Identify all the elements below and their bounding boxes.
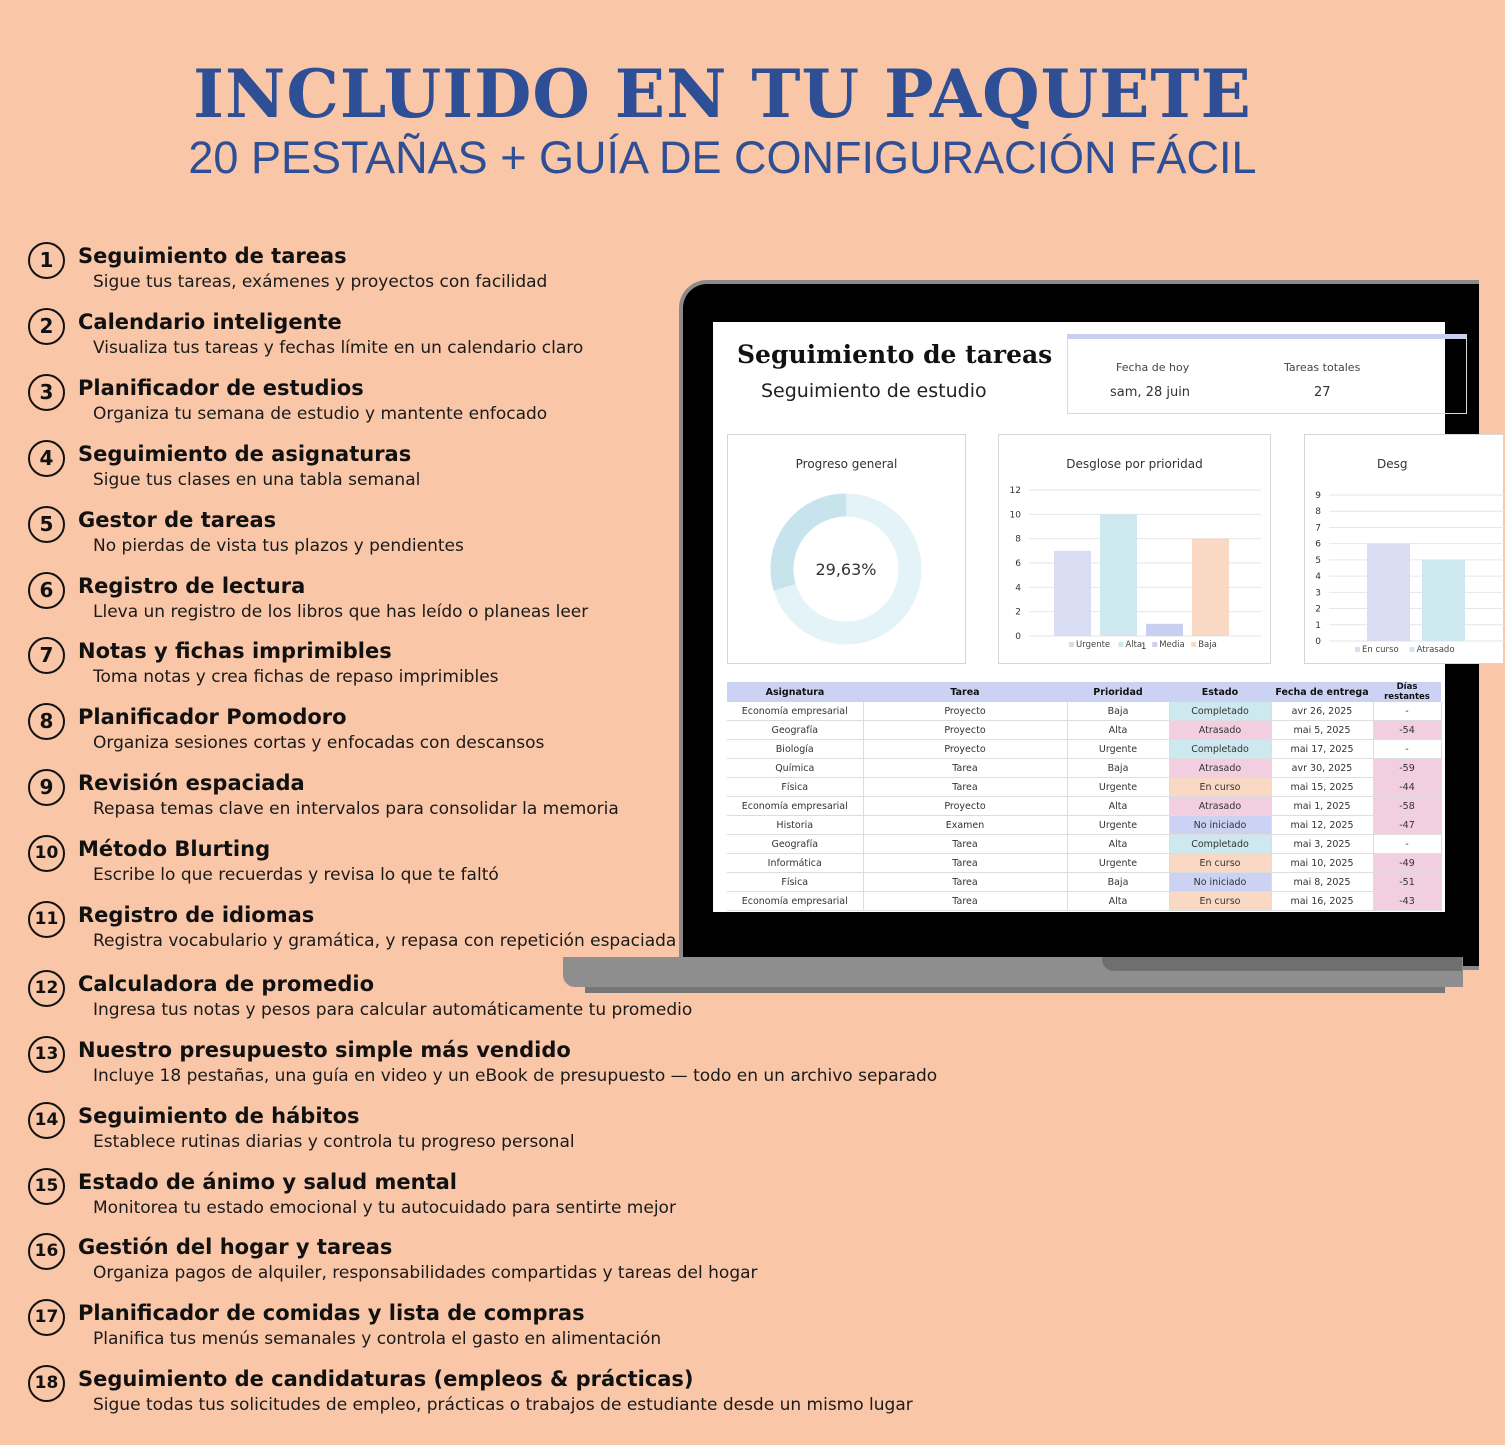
feature-title: Notas y fichas imprimibles [78,639,392,663]
table-cell: - [1373,740,1441,759]
y-tick-label: 4 [1315,572,1321,583]
legend-swatch [1410,647,1415,652]
progress-donut [728,465,965,665]
legend-label: Baja [1198,640,1217,650]
total-value: 27 [1314,385,1331,400]
feature-item [28,1233,1028,1293]
table-cell: Tarea [863,854,1067,873]
table-cell: Economía empresarial [727,702,863,721]
date-label: Fecha de hoy [1116,361,1190,374]
table-cell: Urgente [1067,778,1169,797]
feature-description: Lleva un registro de los libros que has leído o planeas leer [93,602,589,622]
table-cell: mai 16, 2025 [1271,892,1373,911]
legend-swatch [1191,642,1196,647]
feature-description: No pierdas de vista tus plazos y pendientes [93,536,464,556]
feature-number-badge: 16 [28,1233,65,1270]
feature-title: Planificador de comidas y lista de compras [78,1301,585,1325]
table-cell: - [1373,835,1441,854]
progress-title: Progreso general [795,457,898,471]
table-cell: Examen [863,816,1067,835]
task-table [727,682,1442,911]
priority-chart-card [998,434,1271,664]
table-cell: -47 [1373,816,1441,835]
table-row[interactable] [727,892,1441,911]
table-cell: avr 26, 2025 [1271,702,1373,721]
feature-title: Seguimiento de hábitos [78,1104,360,1128]
feature-description: Ingresa tus notas y pesos para calcular automáticamente tu promedio [93,1000,693,1020]
table-cell: Biología [727,740,863,759]
feature-description: Planifica tus menús semanales y controla el gasto en alimentación [93,1329,662,1349]
table-cell: -51 [1373,873,1441,892]
feature-title: Revisión espaciada [78,771,305,795]
y-tick-label: 5 [1315,555,1321,566]
table-cell: Completado [1169,702,1271,721]
feature-description: Establece rutinas diarias y controla tu progreso personal [93,1132,575,1152]
table-row[interactable] [727,835,1441,854]
table-cell: mai 3, 2025 [1271,835,1373,854]
feature-description: Repasa temas clave en intervalos para consolidar la memoria [93,799,619,819]
y-tick-label: 7 [1315,523,1321,534]
table-cell: Alta [1067,721,1169,740]
table-header-row [727,682,1441,702]
feature-title: Planificador Pomodoro [78,705,347,729]
status-chart [1305,465,1505,665]
total-label: Tareas totales [1284,361,1361,374]
feature-title: Nuestro presupuesto simple más vendido [78,1038,571,1062]
feature-number-badge: 10 [28,835,65,872]
status-chart-card [1304,434,1504,664]
feature-title: Planificador de estudios [78,376,364,400]
table-cell: Economía empresarial [727,892,863,911]
table-row[interactable] [727,702,1441,721]
table-cell: - [1373,702,1441,721]
table-cell: -43 [1373,892,1441,911]
feature-title: Método Blurting [78,837,271,861]
feature-item [28,1365,1028,1425]
feature-number-badge: 17 [28,1299,65,1336]
bar-en-curso [1367,544,1410,641]
priority-chart-title: Desglose por prioridad [1066,457,1203,471]
table-cell: Completado [1169,835,1271,854]
feature-description: Organiza pagos de alquiler, responsabilidades compartidas y tareas del hogar [93,1263,758,1283]
feature-description: Toma notas y crea fichas de repaso imprimibles [93,667,499,687]
y-tick-label: 8 [1015,534,1021,545]
table-cell: Urgente [1067,854,1169,873]
table-row[interactable] [727,873,1441,892]
table-cell: Proyecto [863,702,1067,721]
y-tick-label: 9 [1315,491,1321,501]
y-tick-label: 6 [1315,539,1321,550]
feature-number-badge: 15 [28,1168,65,1205]
table-row[interactable] [727,854,1441,873]
spreadsheet-screen [713,322,1455,912]
feature-title: Seguimiento de tareas [78,244,347,268]
table-cell: Física [727,778,863,797]
table-cell: Geografía [727,721,863,740]
y-tick-label: 8 [1315,507,1321,518]
table-cell: Baja [1067,759,1169,778]
legend-swatch [1069,642,1074,647]
feature-item [28,1102,1028,1162]
feature-title: Registro de idiomas [78,903,315,927]
legend-label: En curso [1362,645,1399,655]
feature-title: Gestor de tareas [78,508,277,532]
donut-label: 29,63% [815,560,877,579]
table-cell: Informática [727,854,863,873]
table-cell: Atrasado [1169,759,1271,778]
table-cell: mai 1, 2025 [1271,797,1373,816]
table-cell: En curso [1169,778,1271,797]
table-cell: Completado [1169,740,1271,759]
bar-baja [1192,539,1229,636]
table-cell: Atrasado [1169,797,1271,816]
table-cell: mai 5, 2025 [1271,721,1373,740]
table-cell: mai 15, 2025 [1271,778,1373,797]
feature-number-badge: 2 [28,308,65,345]
feature-number-badge: 6 [28,572,65,609]
table-cell: Alta [1067,797,1169,816]
column-header: Fecha de entrega [1271,682,1373,702]
feature-number-badge: 13 [28,1036,65,1073]
feature-number-badge: 3 [28,374,65,411]
feature-description: Sigue tus tareas, exámenes y proyectos con facilidad [93,272,548,292]
table-cell: Tarea [863,892,1067,911]
table-cell: No iniciado [1169,873,1271,892]
table-row[interactable] [727,759,1441,778]
feature-description: Escribe lo que recuerdas y revisa lo que te faltó [93,865,499,885]
table-cell: -59 [1373,759,1441,778]
legend-swatch [1118,642,1123,647]
feature-description: Sigue todas tus solicitudes de empleo, prácticas o trabajos de estudiante desde un mismo lugar [93,1395,913,1415]
feature-number-badge: 8 [28,703,65,740]
feature-title: Seguimiento de asignaturas [78,442,412,466]
column-header: Prioridad [1067,682,1169,702]
priority-chart [999,465,1270,665]
feature-number-badge: 11 [28,901,65,938]
table-cell: Atrasado [1169,721,1271,740]
table-cell: Proyecto [863,797,1067,816]
y-tick-label: 0 [1315,637,1321,647]
table-cell: En curso [1169,892,1271,911]
table-cell: Proyecto [863,721,1067,740]
table-cell: Urgente [1067,816,1169,835]
laptop-hinge [1102,957,1462,971]
feature-number-badge: 12 [28,970,65,1007]
y-tick-label: 3 [1315,588,1321,599]
sheet-subtitle: Seguimiento de estudio [761,380,987,402]
feature-number-badge: 5 [28,506,65,543]
legend-label: Atrasado [1416,645,1455,655]
feature-title: Estado de ánimo y salud mental [78,1170,457,1194]
y-tick-label: 0 [1015,632,1021,642]
status-chart-title: Desg [1377,457,1408,471]
table-cell: Historia [727,816,863,835]
feature-description: Organiza sesiones cortas y enfocadas con descansos [93,733,545,753]
table-cell: Tarea [863,778,1067,797]
feature-title: Registro de lectura [78,574,306,598]
column-header: Estado [1169,682,1271,702]
page-title: INCLUIDO EN TU PAQUETE [193,55,1252,133]
table-cell: Química [727,759,863,778]
feature-number-badge: 4 [28,440,65,477]
feature-item [28,1036,1028,1096]
table-cell: Tarea [863,835,1067,854]
progress-card [727,434,966,664]
table-cell: Urgente [1067,740,1169,759]
table-cell: Alta [1067,892,1169,911]
feature-number-badge: 14 [28,1102,65,1139]
table-cell: -44 [1373,778,1441,797]
column-header: Tarea [863,682,1067,702]
table-cell: Economía empresarial [727,797,863,816]
table-cell: -58 [1373,797,1441,816]
bar-atrasado [1422,560,1465,641]
table-row[interactable] [727,721,1441,740]
table-cell: Baja [1067,873,1169,892]
y-tick-label: 6 [1015,559,1021,569]
y-tick-label: 2 [1315,604,1321,615]
y-tick-label: 10 [1009,510,1021,521]
feature-title: Gestión del hogar y tareas [78,1235,393,1259]
bar-media [1146,624,1183,636]
feature-item [28,1299,1028,1359]
column-header: Asignatura [727,682,863,702]
table-cell: Tarea [863,873,1067,892]
table-cell: mai 17, 2025 [1271,740,1373,759]
date-value: sam, 28 juin [1110,385,1191,400]
table-cell: En curso [1169,854,1271,873]
table-row[interactable] [727,816,1441,835]
legend-label: Media [1159,640,1185,650]
table-row[interactable] [727,797,1441,816]
table-cell: -49 [1373,854,1441,873]
feature-description: Registra vocabulario y gramática, y repasa con repetición espaciada [93,931,677,951]
table-cell: -54 [1373,721,1441,740]
feature-number-badge: 18 [28,1365,65,1402]
table-cell: Geografía [727,835,863,854]
table-body [727,702,1441,911]
feature-item [28,1168,1028,1228]
feature-description: Organiza tu semana de estudio y mantente enfocado [93,404,548,424]
feature-title: Seguimiento de candidaturas (empleos & prácticas) [78,1367,694,1391]
feature-description: Visualiza tus tareas y fechas límite en un calendario claro [93,338,584,358]
feature-description: Incluye 18 pestañas, una guía en video y un eBook de presupuesto — todo en un archivo separado [93,1066,938,1086]
sheet-title: Seguimiento de tareas [737,340,1053,369]
summary-box [1067,334,1467,414]
feature-description: Sigue tus clases en una tabla semanal [93,470,421,490]
table-cell: Alta [1067,835,1169,854]
table-cell: Proyecto [863,740,1067,759]
legend-swatch [1152,642,1157,647]
table-cell: mai 8, 2025 [1271,873,1373,892]
column-header: Días restantes [1373,682,1441,702]
table-cell: avr 30, 2025 [1271,759,1373,778]
feature-number-badge: 1 [28,242,65,279]
feature-title: Calculadora de promedio [78,972,375,996]
table-cell: Baja [1067,702,1169,721]
feature-description: Monitorea tu estado emocional y tu autocuidado para sentirte mejor [93,1198,676,1218]
table-row[interactable] [727,740,1441,759]
legend-label: Urgente [1076,640,1111,650]
y-tick-label: 12 [1009,486,1021,496]
y-tick-label: 4 [1015,583,1021,594]
table-cell: No iniciado [1169,816,1271,835]
table-cell: mai 10, 2025 [1271,854,1373,873]
table-cell: Tarea [863,759,1067,778]
y-tick-label: 2 [1015,607,1021,618]
feature-number-badge: 9 [28,769,65,806]
feature-number-badge: 7 [28,637,65,674]
table-cell: mai 12, 2025 [1271,816,1373,835]
feature-title: Calendario inteligente [78,310,342,334]
page-subtitle: 20 PESTAÑAS + GUÍA DE CONFIGURACIÓN FÁCIL [188,132,1257,183]
legend-label: Alta [1125,640,1143,650]
bar-alta [1100,514,1137,636]
table-cell: Física [727,873,863,892]
y-tick-label: 1 [1315,620,1321,631]
laptop-shadow [585,987,1445,993]
page-marker: 1 [1141,642,1147,652]
bar-urgente [1054,551,1091,636]
table-row[interactable] [727,778,1441,797]
legend-swatch [1355,647,1360,652]
